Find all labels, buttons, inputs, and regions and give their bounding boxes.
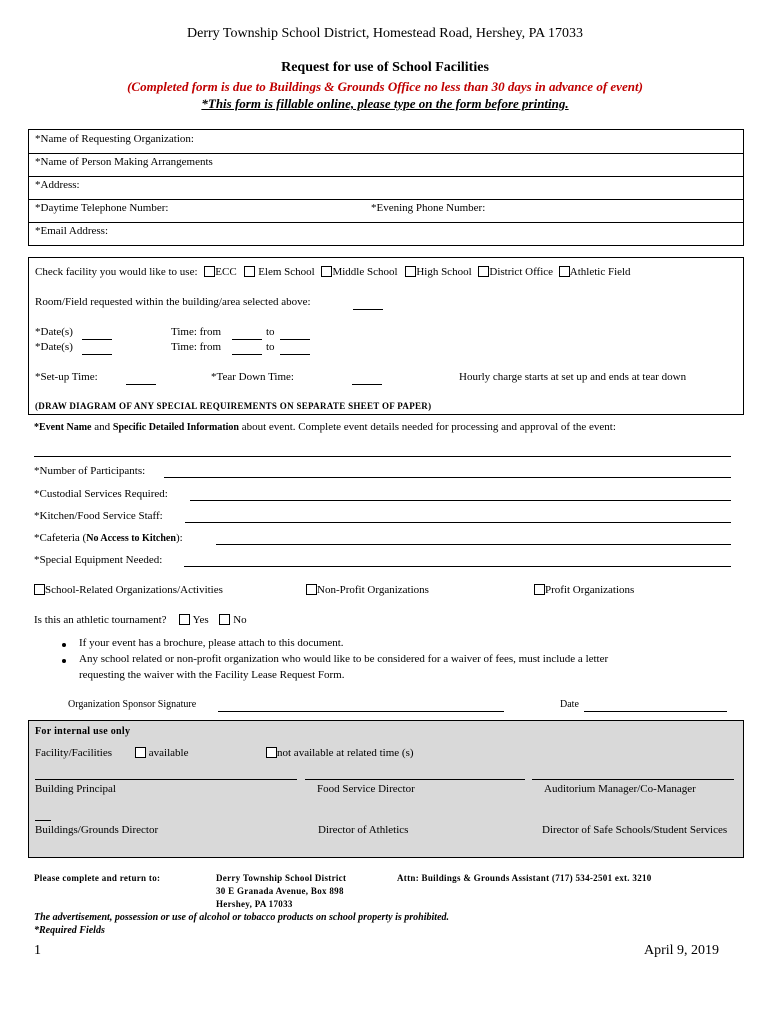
org-type-school: School-Related Organizations/Activities — [34, 584, 223, 596]
equipment-input[interactable] — [184, 566, 731, 567]
kitchen-label: *Kitchen/Food Service Staff: — [34, 510, 163, 522]
required-fields-note: *Required Fields — [34, 925, 105, 936]
custodial-label: *Custodial Services Required: — [34, 488, 168, 500]
athletic-question: Is this an athletic tournament? Yes No — [34, 614, 247, 626]
checkbox-not-available[interactable] — [266, 747, 277, 758]
bullet-1 — [62, 643, 66, 647]
facility-section — [28, 257, 744, 415]
due-notice: (Completed form is due to Buildings & Grounds Office no less than 30 days in advance of event) — [127, 79, 643, 94]
date-label-1: *Date(s) — [35, 326, 73, 338]
signature-date-label: Date — [560, 699, 579, 710]
time-from-input-2[interactable] — [232, 354, 262, 355]
fillable-notice: *This form is fillable online, please type on the form before printing. — [201, 96, 569, 111]
checkbox-available[interactable] — [135, 747, 146, 758]
diagram-note: (DRAW DIAGRAM OF ANY SPECIAL REQUIREMENTS ON SEPARATE SHEET OF PAPER) — [35, 401, 432, 411]
equipment-label: *Special Equipment Needed: — [34, 554, 163, 566]
checkbox-ecc[interactable] — [204, 266, 215, 277]
custodial-input[interactable] — [190, 500, 731, 501]
check-facility-row: Check facility you would like to use: ECC Elem School Middle School High School District Office Athletic Field — [35, 266, 631, 278]
event-details-line[interactable] — [34, 456, 731, 457]
not-available-option: not available at related time (s) — [266, 747, 414, 759]
day-phone-field[interactable]: *Daytime Telephone Number: — [35, 202, 169, 214]
time-to-2: to — [266, 341, 275, 353]
athletics-director-label: Director of Athletics — [318, 824, 409, 836]
checkbox-no[interactable] — [219, 614, 230, 625]
return-label: Please complete and return to: — [34, 873, 161, 883]
facility-status-label: Facility/Facilities — [35, 747, 112, 759]
sponsor-signature-label: Organization Sponsor Signature — [68, 699, 197, 710]
address-field[interactable]: *Address: — [35, 179, 80, 191]
hourly-note: Hourly charge starts at set up and ends at tear down — [459, 371, 687, 383]
safe-schools-label: Director of Safe Schools/Student Services — [542, 824, 728, 836]
kitchen-input[interactable] — [185, 522, 731, 523]
email-field[interactable]: *Email Address: — [35, 225, 109, 237]
cafeteria-label: *Cafeteria (No Access to Kitchen): — [34, 532, 183, 544]
time-from-2: Time: from — [171, 341, 222, 353]
time-to-1: to — [266, 326, 275, 338]
person-name-field[interactable]: *Name of Person Making Arrangements — [35, 156, 213, 168]
checkbox-school-related[interactable] — [34, 584, 45, 595]
return-street: 30 E Granada Avenue, Box 898 — [216, 886, 344, 896]
time-from-input-1[interactable] — [232, 339, 262, 340]
return-district: Derry Township School District — [216, 873, 347, 883]
setup-time-input[interactable] — [126, 384, 156, 385]
district-address: Derry Township School District, Homestead Road, Hershey, PA 17033 — [187, 26, 583, 41]
contact-section — [28, 129, 744, 246]
checkbox-profit[interactable] — [534, 584, 545, 595]
grounds-signature-line[interactable] — [35, 820, 51, 821]
page-number: 1 — [34, 943, 41, 958]
time-to-input-2[interactable] — [280, 354, 310, 355]
principal-signature-line[interactable] — [35, 779, 297, 780]
checkbox-non-profit[interactable] — [306, 584, 317, 595]
checkbox-middle-school[interactable] — [321, 266, 332, 277]
org-name-field[interactable]: *Name of Requesting Organization: — [35, 133, 194, 145]
auditorium-signature-line[interactable] — [532, 779, 734, 780]
setup-time-label: *Set-up Time: — [35, 371, 98, 383]
form-title: Request for use of School Facilities — [281, 60, 489, 75]
time-to-input-1[interactable] — [280, 339, 310, 340]
room-input-line[interactable] — [353, 309, 383, 310]
available-option: available — [135, 747, 188, 759]
food-service-label: Food Service Director — [317, 783, 415, 795]
checkbox-yes[interactable] — [179, 614, 190, 625]
checkbox-district-office[interactable] — [478, 266, 489, 277]
internal-use-section — [28, 720, 744, 858]
cafeteria-input[interactable] — [216, 544, 731, 545]
checkbox-elem-school[interactable] — [244, 266, 255, 277]
date-input-1[interactable] — [82, 339, 112, 340]
date-label-2: *Date(s) — [35, 341, 73, 353]
checkbox-athletic-field[interactable] — [559, 266, 570, 277]
checkbox-high-school[interactable] — [405, 266, 416, 277]
time-from-1: Time: from — [171, 326, 222, 338]
bullet-waiver-1: Any school related or non-profit organization who would like to be considered for a waiver of fees, must include a letter — [79, 653, 609, 665]
bullet-brochure: If your event has a brochure, please attach to this document. — [79, 637, 344, 649]
teardown-time-input[interactable] — [352, 384, 382, 385]
building-principal-label: Building Principal — [35, 783, 116, 795]
participants-input[interactable] — [164, 477, 731, 478]
revision-date: April 9, 2019 — [644, 943, 720, 958]
event-details-label: *Event Name and Specific Detailed Information about event. Complete event details needed for processing and approval of the event: — [34, 421, 616, 433]
auditorium-label: Auditorium Manager/Co-Manager — [544, 783, 696, 795]
internal-heading: For internal use only — [35, 726, 131, 737]
teardown-time-label: *Tear Down Time: — [211, 371, 294, 383]
prohibited-notice: The advertisement, possession or use of alcohol or tobacco products on school property is prohibited. — [34, 912, 450, 923]
bullet-2 — [62, 659, 66, 663]
participants-label: *Number of Participants: — [34, 465, 146, 477]
return-attn: Attn: Buildings & Grounds Assistant (717) 534-2501 ext. 3210 — [397, 873, 652, 883]
grounds-director-label: Buildings/Grounds Director — [35, 824, 159, 836]
org-type-profit: Profit Organizations — [534, 584, 634, 596]
bullet-waiver-2: requesting the waiver with the Facility Lease Request Form. — [79, 669, 345, 681]
date-input-2[interactable] — [82, 354, 112, 355]
sponsor-signature-input[interactable] — [218, 711, 504, 712]
room-field: Room/Field requested within the building/area selected above: — [35, 296, 311, 308]
org-type-nonprofit: Non-Profit Organizations — [306, 584, 429, 596]
return-city: Hershey, PA 17033 — [216, 899, 293, 909]
evening-phone-field[interactable]: *Evening Phone Number: — [371, 202, 486, 214]
signature-date-input[interactable] — [584, 711, 727, 712]
food-service-signature-line[interactable] — [305, 779, 525, 780]
